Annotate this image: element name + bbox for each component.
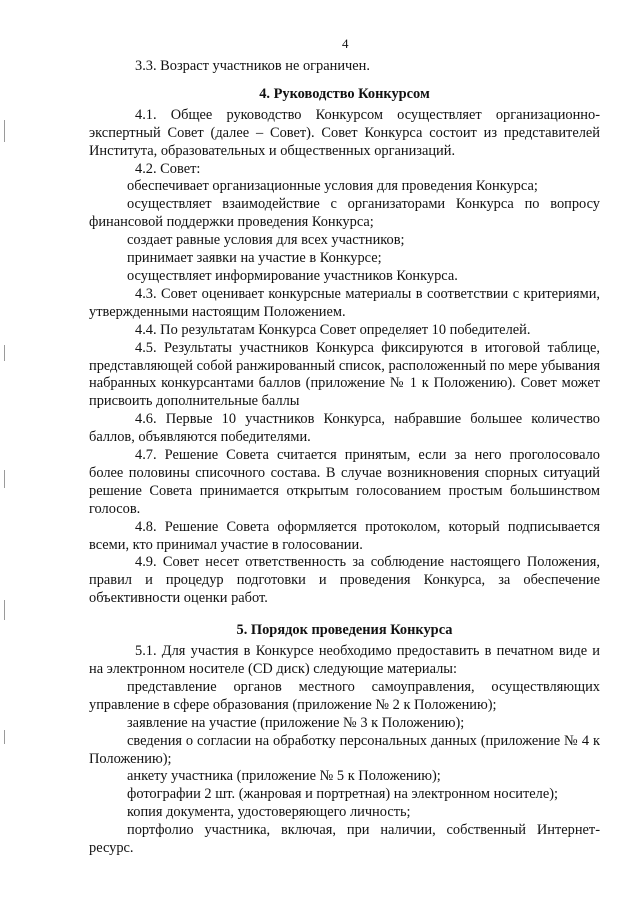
paragraph-4-2: 4.2. Совет: — [135, 160, 201, 177]
paragraph-3-3: 3.3. Возраст участников не ограничен. — [135, 58, 370, 74]
paragraph-4-1: 4.1. Общее руководство Конкурсом осуществляет организационно-экспертный Совет (далее – Совет). Совет Конкурса состоит из представителей Института, образовательных и общественных организаций. — [89, 106, 600, 159]
list-item: заявление на участие (приложение № 3 к Положению); — [127, 714, 465, 731]
paragraph-5-1: 5.1. Для участия в Конкурсе необходимо предоставить в печатном виде и на электронном носителе (CD диск) следующие материалы: — [89, 643, 600, 677]
list-item: портфолио участника, включая, при наличии, собственный Интернет-ресурс. — [89, 822, 600, 857]
document-body — [89, 58, 600, 858]
list-item: анкету участника (приложение № 5 к Положению); — [127, 768, 441, 785]
paragraph-4-5: 4.5. Результаты участников Конкурса фиксируются в итоговой таблице, представляющей собой ранжированный список, расположенный по мере убывания набранных конкурсантами баллов (приложение № 1 к Положению). Совет может присвоить дополнительные баллы — [89, 339, 600, 410]
list-item: копия документа, удостоверяющего личность; — [127, 804, 411, 821]
list-item: осуществляет взаимодействие с организаторами Конкурса по вопросу финансовой поддержки проведения Конкурса; — [89, 196, 600, 231]
section-heading-4: 4. Руководство Конкурсом — [259, 85, 430, 102]
page-number: 4 — [342, 36, 349, 51]
paragraph-4-4: 4.4. По результатам Конкурса Совет определяет 10 победителей. — [135, 321, 531, 338]
list-item: создает равные условия для всех участников; — [127, 232, 405, 249]
list-item: осуществляет информирование участников Конкурса. — [127, 267, 458, 284]
paragraph-4-3: 4.3. Совет оценивает конкурсные материалы в соответствии с критериями, утвержденными настоящим Положением. — [89, 285, 600, 320]
list-item: обеспечивает организационные условия для проведения Конкурса; — [127, 178, 538, 195]
scan-edge-mark — [4, 600, 5, 620]
section-heading-5: 5. Порядок проведения Конкурса — [236, 622, 453, 639]
scan-edge-mark — [4, 470, 5, 488]
list-item: принимает заявки на участие в Конкурсе; — [127, 250, 382, 267]
scan-edge-mark — [4, 730, 5, 744]
paragraph-4-8: 4.8. Решение Совета оформляется протоколом, который подписывается всеми, кто принимал участие в голосовании. — [89, 518, 600, 553]
scan-edge-mark — [4, 345, 5, 361]
scan-edge-mark — [4, 120, 5, 142]
list-item: фотографии 2 шт. (жанровая и портретная) на электронном носителе); — [127, 786, 559, 803]
paragraph-4-9: 4.9. Совет несет ответственность за соблюдение настоящего Положения, правил и процедур подготовки и проведения Конкурса, за обеспечение объективности оценки работ. — [89, 554, 600, 607]
list-item: представление органов местного самоуправления, осуществляющих управление в сфере образования (приложение № 2 к Положению); — [89, 678, 600, 713]
paragraph-4-7: 4.7. Решение Совета считается принятым, если за него проголосовало более половины списочного состава. В случае возникновения спорных ситуаций решение Совета принимается открытым голосованием простым большинством голосов. — [89, 447, 600, 517]
paragraph-4-6: 4.6. Первые 10 участников Конкурса, набравшие большее количество баллов, объявляются победителями. — [89, 411, 600, 446]
list-item: сведения о согласии на обработку персональных данных (приложение № 4 к Положению); — [89, 732, 600, 767]
